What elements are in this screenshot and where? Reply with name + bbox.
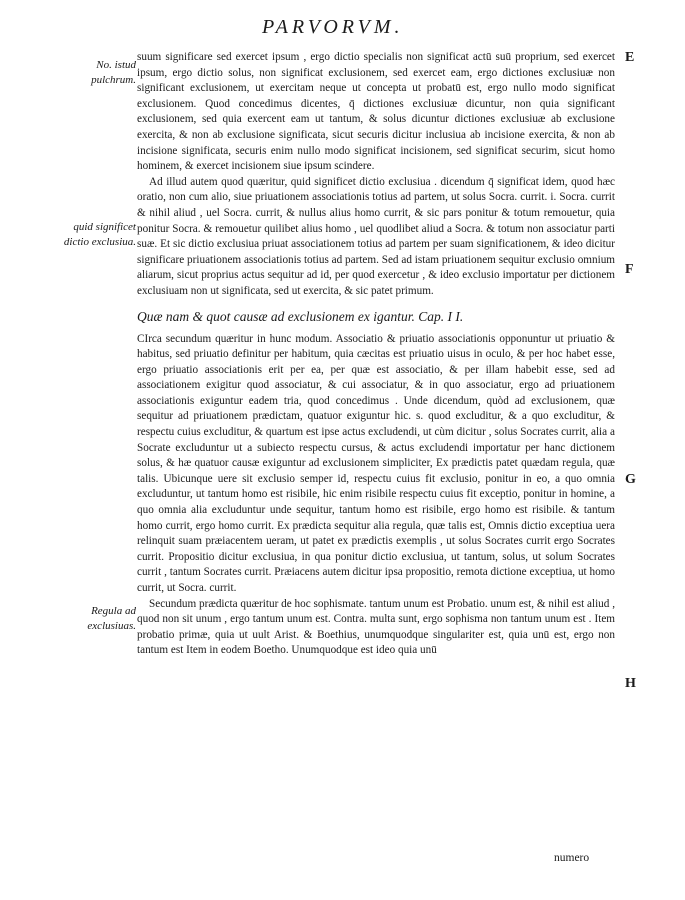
margin-letter-h: H (625, 676, 636, 691)
paragraph: CIrca secundum quæritur in hunc modum. Associatio & priuatio associationis opponuntur ut priuatio & habitus, sed priuatio definitur per habitum, quia cæcitas est priuatio uisus in oculo, & per hoc habet esse, ergo priuatio associationis erit per ea, per quæ est associatio, & per illam habebit esse, sed ad associationem exigitur quod associatur, & cui associatur, & in quo associatur, ergo ad priuationem associationis exiguntur eadem tria, quod concedimus . Unde dicendum, quòd ad exclusionem, quæ sequitur ad priuationem prædictam, quatuor exiguntur hic. s. quod excluditur, & a quo excluditur, & respectu cuius excluditur, & quartum est ipse actus excludendi, ut cùm dicitur , solus Socrates currit, alia a Socrate excluduntur ut a subiecto respectu cursus, & actus excludendi importatur per hanc dictionem solus, & hæ quatuor causæ exiguntur ad exclusionem simpliciter, Ex prædictis patet quædam regula, quæ talis. Ubicunque uere sit exclusio semper id, respectu cuius fit exclusio, ponitur in eo, a quo omnia excluduntur, ut tantum homo est risibile, hic enim risibile respectu cuius fit exceptio, ponitur in homine, a quo omnia alia excluduntur unde sequitur, tantum homo est risibile, ergo homo est risibile. & tantum homo currit, ergo homo currit. Ex prædicta sequitur alia regula, quæ talis est, Omnis dictio exceptiua uera relinquit suam præiacentem ueram, ut patet ex prædictis exemplis , ut solus Socrates currit ergo Socrates currit. Propositio dicitur exclusiua, in qua ponitur dictio exclusiua, ut tantum, solus, ut solum Socrates currit , tantum Socrates currit. Præiacens autem dicitur ipsa propositio, remota dictione exceptiua, ut homo currit, ut Socra. currit. (137, 332, 615, 594)
paragraph: Secundum prædicta quæritur de hoc sophismate. tantum unum est Probatio. unum est, & nihil est aliud , quod non sit unum , ergo tantum unum est. Contra. multa sunt, ergo sophisma non tantum unum est . Item probatio primæ, quia ut uult Arist. & Boethius, unumquodque singulariter est, quia unū est, ergo non tantum est Item in eodem Boetho. Unumquodque est ideo quia unū (137, 597, 615, 657)
margin-letter-f: F (625, 262, 634, 277)
paragraph: Ad illud autem quod quæritur, quid significet dictio exclusiua . dicendum q̄ significat idem, quod hæc oratio, non cum alio, siue priuationem associationis totius ad partem, ut solus Socra. currit. i. Socra. currit & nihil aliud , uel Socra. currit, & nullus alius homo currit, & sic pars ponitur & totum remouetur, quia ponitur Socra. & remouetur quilibet alius homo , uel quodlibet aliud a Socra. & totum non associatur parti suæ. Et sic dictio exclusiua priuat associationem totius ad partem per suam significationem, & ideo dicitur significare priuationem associationis totius ad partem. Sed ad istam priuationem sequitur exclusio omnium aliarum, sicut proprius actus sequitur ad id, per quod exercetur , & ideo exclusio importatur per dictionem exclusiuam non ut significata, sed ut exercita, & sic patet primum. (137, 175, 615, 297)
margin-note-pulchrum: No. istud pulchrum. (91, 59, 136, 86)
body-text (137, 50, 615, 659)
running-head: PARVORVM. (262, 16, 404, 38)
margin-letter-e: E (625, 50, 635, 65)
margin-note-dictio-exclusiua: quid significet dictio exclusiua. (63, 221, 136, 248)
paragraph: suum significare sed exercet ipsum , ergo dictio specialis non significat actū suū proprium, sed exercet ipsum, ergo dictio solus, non significat exclusionem, sed exercet eam, ergo dictiones exclusiuæ non significant exclusionem, ut exercitam neque ut concepta ut probatū est, ergo nullo modo significat exclusionem. Quod concedimus dicentes, q̄ dictiones exclusiuæ dicuntur, non quia significant exclusionem, sed quia exercent eam ut tantum, & solus dicuntur dictiones exclusiuæ ab exclusione exercita, & non ab exclusione significata, sicut securis dicitur inclusiua ab incisione exercita, & non ab incisione significata, securis enim nullo modo significat incisionem, sed significat securim, sicut homo hominem, & exercet incisionem siue ipsum scindere. (137, 51, 615, 173)
chapter-heading: Quæ nam & quot causæ ad exclusionem ex igantur. Cap. I I. (137, 308, 464, 324)
margin-letter-g: G (625, 472, 636, 487)
catchword: numero (554, 852, 590, 864)
margin-note-regula: Regula ad exclusiuas. (87, 605, 136, 632)
